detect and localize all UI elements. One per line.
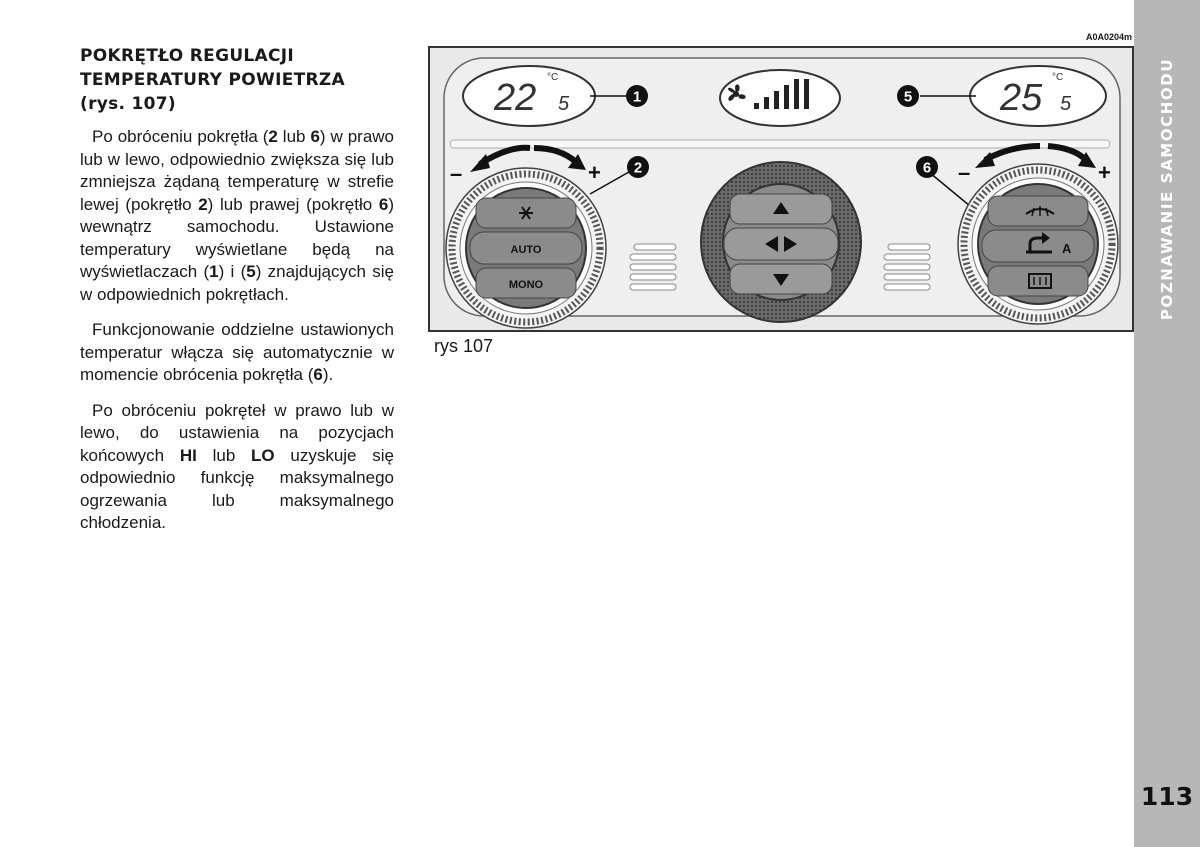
left-display-unit: °C <box>547 72 559 83</box>
right-temperature-knob[interactable] <box>958 164 1118 324</box>
right-temperature-display <box>970 66 1106 126</box>
callout-5 <box>897 85 919 107</box>
fan-speed-display <box>720 70 840 126</box>
right-plus-label: + <box>1098 160 1111 185</box>
figure-caption: rys 107 <box>434 336 494 356</box>
right-display-decimal: 5 <box>1060 93 1072 115</box>
mono-button-label[interactable]: MONO <box>508 279 544 291</box>
svg-text:5: 5 <box>903 88 913 106</box>
climate-control-figure <box>428 46 1134 332</box>
callout-1 <box>626 85 648 107</box>
air-distribution-knob[interactable] <box>701 162 861 322</box>
auto-button-label[interactable]: AUTO <box>510 244 542 256</box>
section-heading <box>80 44 400 116</box>
left-display-decimal: 5 <box>558 93 570 115</box>
left-temperature-display <box>463 66 595 126</box>
paragraph-2: Funkcjonowanie oddzielne ustawionych temperatur włącza się automatycznie w momencie obrócenia pokrętła (6). <box>80 320 394 384</box>
left-temperature-knob[interactable] <box>446 168 606 328</box>
paragraph-1: Po obróceniu pokrętła (2 lub 6) w prawo lub w lewo, odpowiednio zwiększa się lub zmniejsza żądaną temperaturę w strefie lewej (pokrętło 2) lub prawej (pokrętło 6) wewnątrz samochodu. Ustawione temperatury wyświetlane będą na wyświetlaczach (1) i (5) znajdujących się w odpowiednich pokrętłach. <box>80 127 395 304</box>
callout-6 <box>916 156 938 178</box>
paragraph-3: Po obróceniu pokręteł w prawo lub w lewo, do ustawienia na pozycjach końcowych HI lub LO uzyskuje się odpowiednio funkcję maksymalnego ogrzewania lub maksymalnego chłodzenia. <box>80 400 394 532</box>
chapter-title: POZNAWANIE SAMOCHODU <box>1158 57 1176 321</box>
page-number: 113 <box>1140 782 1194 811</box>
svg-text:1: 1 <box>632 88 642 106</box>
climate-panel-illustration <box>430 48 1132 330</box>
callout-2 <box>627 156 649 178</box>
svg-text:6: 6 <box>922 159 932 177</box>
right-minus-label: – <box>958 160 971 185</box>
svg-text:2: 2 <box>633 159 643 177</box>
figure-code: A0A0204m <box>1085 32 1132 42</box>
heading-line-2: TEMPERATURY POWIETRZA <box>80 70 345 90</box>
heading-line-1: POKRĘTŁO REGULACJI <box>80 46 295 66</box>
left-display-value: 22 <box>494 77 537 119</box>
heading-line-3: (rys. 107) <box>80 94 176 114</box>
recirculation-auto-label: A <box>1062 241 1072 256</box>
right-display-unit: °C <box>1052 72 1064 83</box>
left-minus-label: – <box>450 161 463 186</box>
right-display-value: 25 <box>1000 77 1043 119</box>
body-text <box>80 126 394 548</box>
left-plus-label: + <box>588 160 601 185</box>
